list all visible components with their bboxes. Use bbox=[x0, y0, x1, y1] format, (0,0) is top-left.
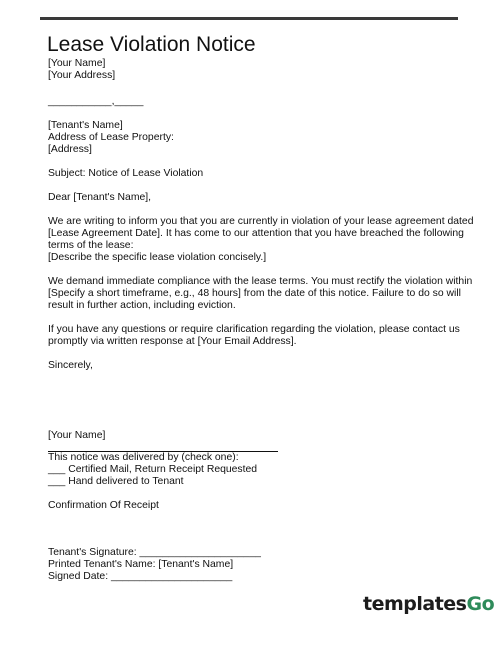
paragraph-line: promptly via written response at [Your Email Address]. bbox=[48, 336, 297, 347]
paragraph-line: We demand immediate compliance with the lease terms. You must rectify the violation within bbox=[48, 276, 473, 287]
date-line: ___________,_____ bbox=[48, 96, 144, 107]
tenant-signature-line: Tenant's Signature: _____________________ bbox=[48, 547, 261, 558]
signature-name: [Your Name] bbox=[48, 430, 106, 441]
paragraph-line: [Specify a short timeframe, e.g., 48 hours] from the date of this notice. Failure to do so will bbox=[48, 288, 461, 299]
recipient-address-label: Address of Lease Property: bbox=[48, 132, 174, 143]
salutation: Dear [Tenant's Name], bbox=[48, 192, 152, 203]
sender-address: [Your Address] bbox=[48, 70, 116, 81]
confirmation-heading: Confirmation Of Receipt bbox=[48, 500, 159, 511]
logo-accent-text: Go bbox=[466, 593, 495, 615]
templatesgo-logo bbox=[363, 593, 494, 615]
delivery-option-certified-mail: ___ Certified Mail, Return Receipt Requested bbox=[48, 464, 258, 475]
subject-line: Subject: Notice of Lease Violation bbox=[48, 168, 204, 179]
delivery-option-hand-delivered: ___ Hand delivered to Tenant bbox=[48, 476, 184, 487]
paragraph-line: result in further action, including eviction. bbox=[48, 300, 236, 311]
sender-name: [Your Name] bbox=[48, 58, 106, 69]
closing: Sincerely, bbox=[48, 360, 93, 371]
paragraph-demand bbox=[48, 276, 473, 312]
recipient-address: [Address] bbox=[48, 144, 92, 155]
paragraph-line: If you have any questions or require clarification regarding the violation, please contact us bbox=[48, 324, 460, 335]
paragraph-contact bbox=[48, 324, 458, 348]
recipient-name: [Tenant's Name] bbox=[48, 120, 123, 131]
logo-text: templates bbox=[363, 593, 467, 615]
paragraph-violation bbox=[48, 216, 474, 264]
paragraph-line: [Describe the specific lease violation concisely.] bbox=[48, 252, 267, 263]
top-border-rule bbox=[40, 17, 458, 20]
paragraph-line: We are writing to inform you that you are currently in violation of your lease agreement dated bbox=[48, 216, 474, 227]
printed-tenant-name-line: Printed Tenant's Name: [Tenant's Name] bbox=[48, 559, 234, 570]
delivery-heading: This notice was delivered by (check one): bbox=[48, 452, 239, 463]
document-title: Lease Violation Notice bbox=[47, 33, 256, 56]
letter-document bbox=[47, 33, 474, 583]
signed-date-line: Signed Date: _____________________ bbox=[48, 571, 233, 582]
paragraph-line: terms of the lease: bbox=[48, 240, 134, 251]
paragraph-line: [Lease Agreement Date]. It has come to our attention that you have breached the following bbox=[48, 228, 464, 239]
